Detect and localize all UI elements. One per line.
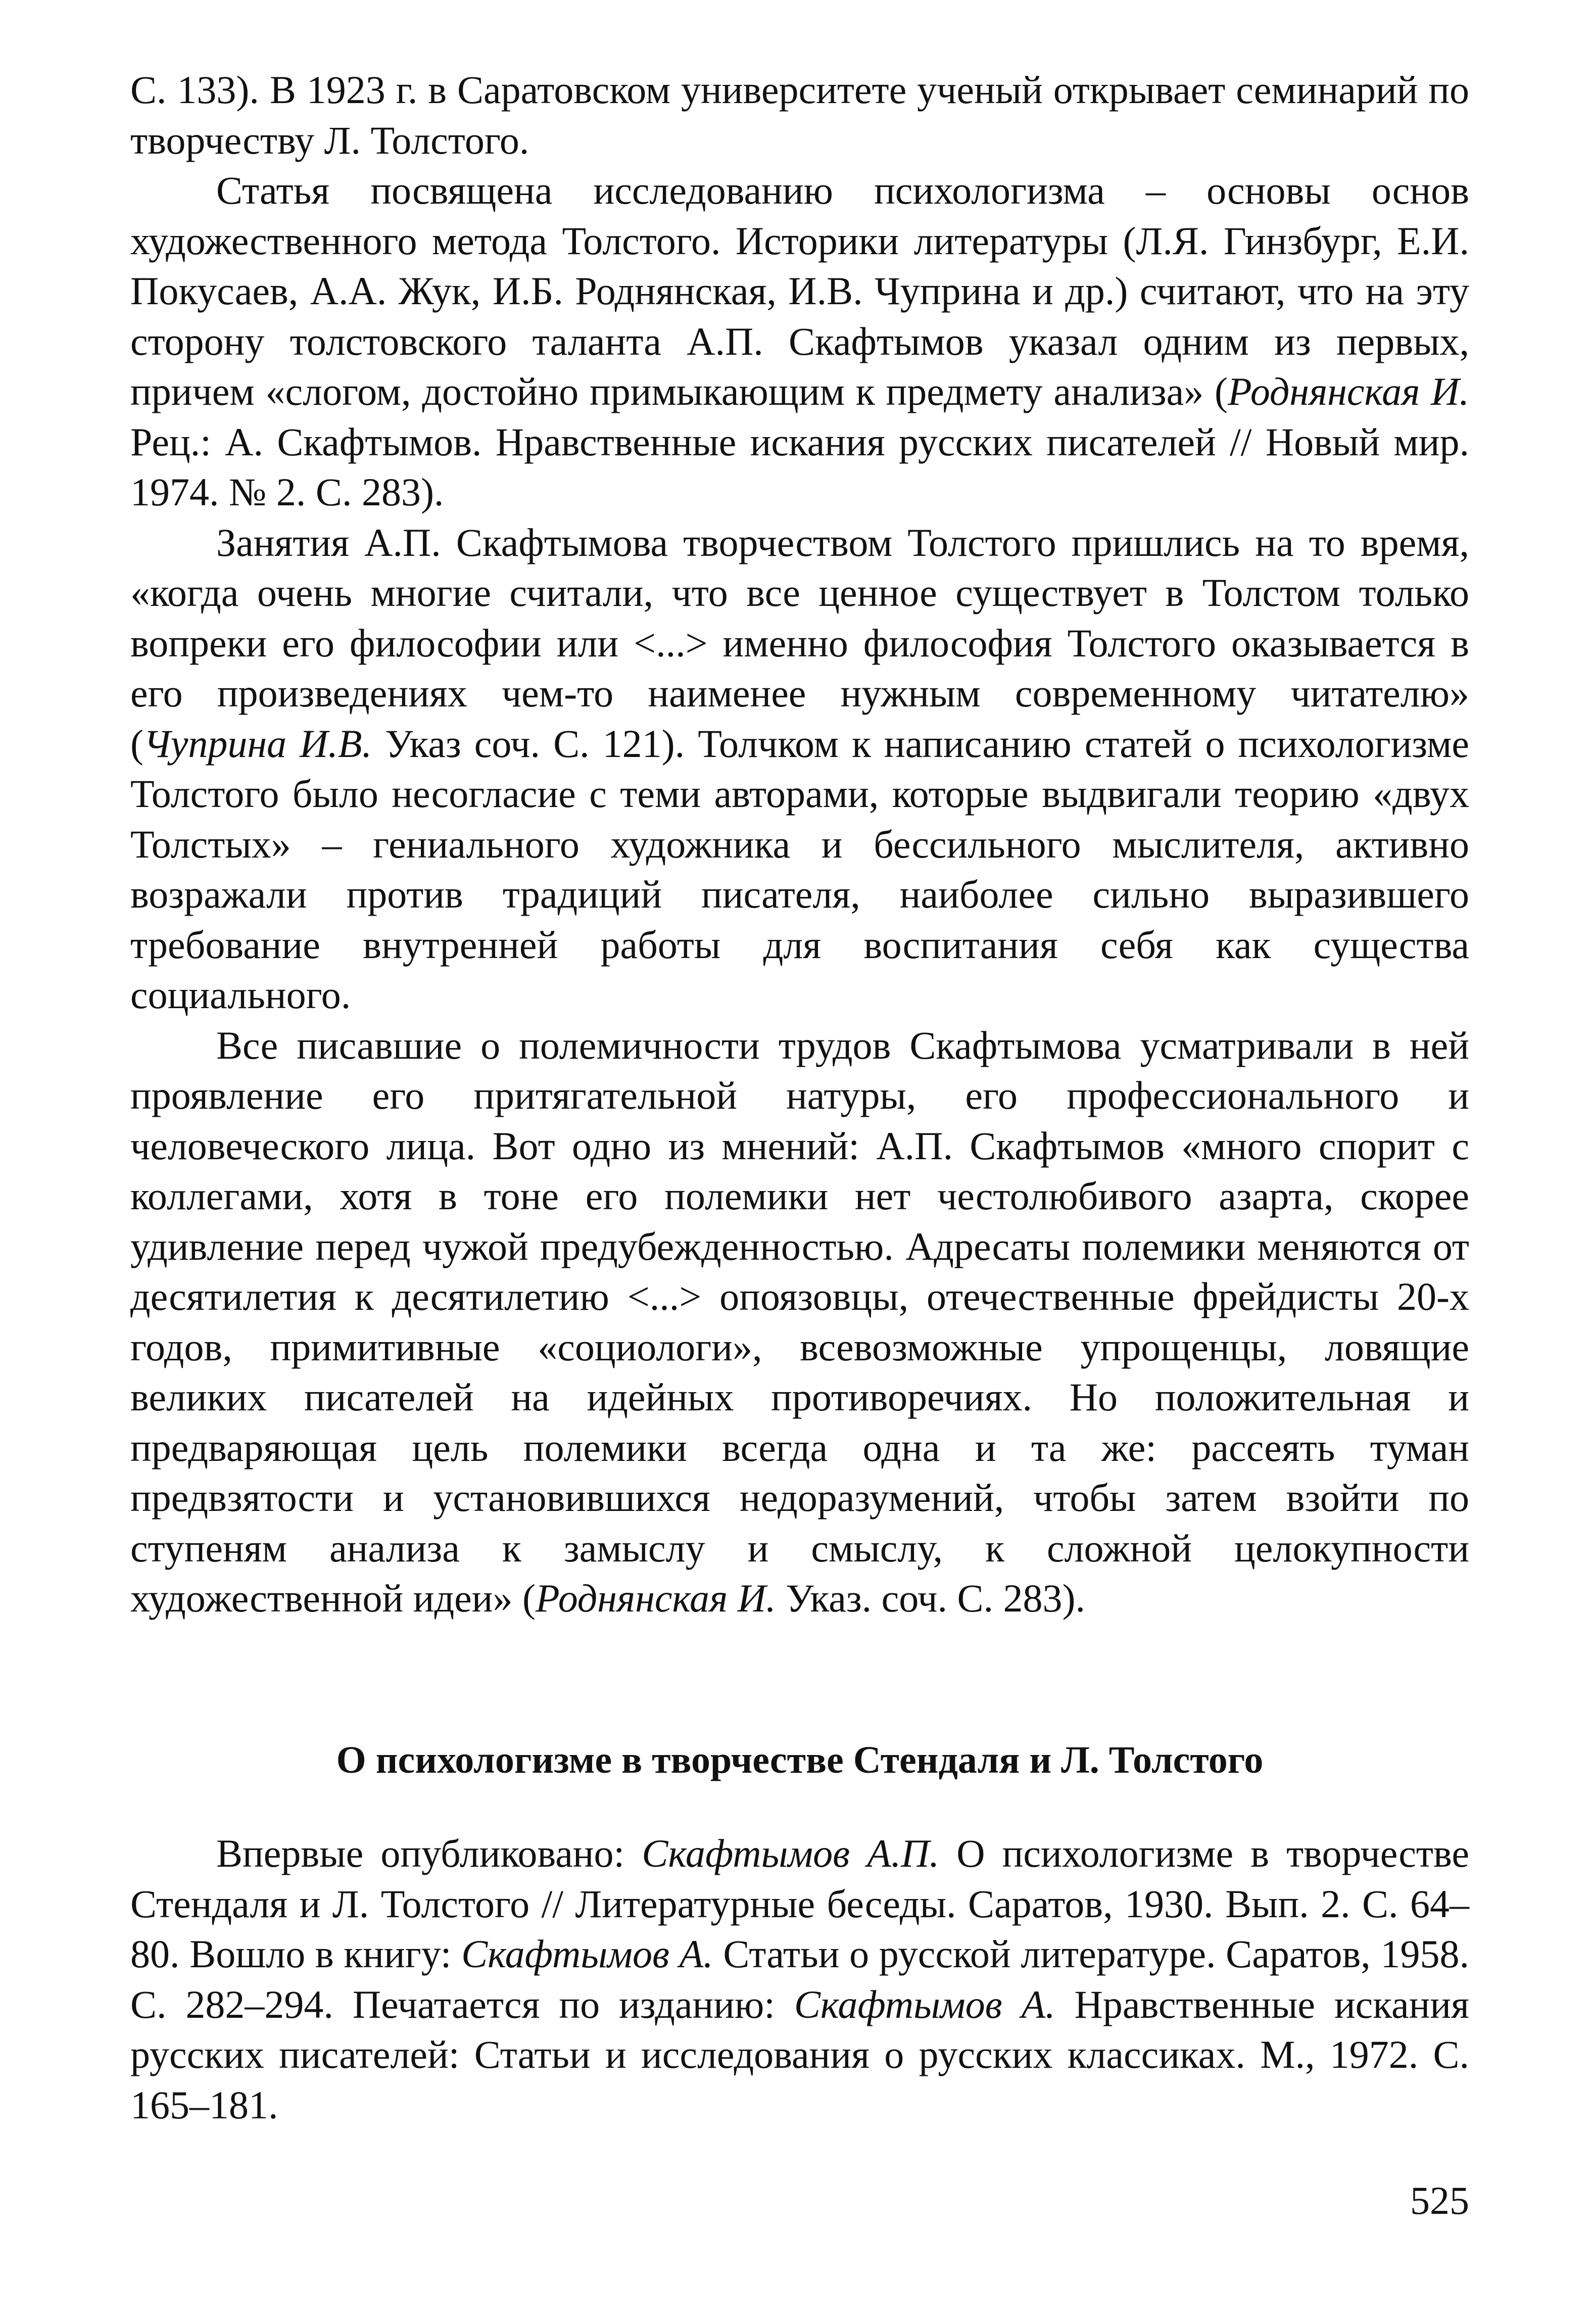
paragraph-3: Занятия А.П. Скафтымова творчеством Толстого пришлись на то время, «когда очень многие считали, что все ценное существует в Толстом только вопреки его философии или <...> именно философия Толстого оказывается в его произведениях чем-то наименее нужным современному читателю» (Чуприна И.В. Указ соч. С. 121). Толчком к написанию статей о психологизме Толстого было несогласие с теми авторами, которые выдвигали теорию «двух Толстых» – гениального художника и бессильного мыслителя, активно возражали против традиций писателя, наиболее сильно выразившего требование внутренней работы для воспитания себя как существа социального. <box>130 520 1469 1017</box>
citation-author: Чуприна И.В. <box>143 721 372 766</box>
citation-author: Скафтымов А. <box>461 1932 713 1976</box>
body-text <box>130 65 1469 1624</box>
paragraph-1: С. 133). В 1923 г. в Саратовском университете ученый открывает семинарий по творчеству Л. Толстого. <box>130 68 1469 162</box>
paragraph-2: Статья посвящена исследованию психологизма – основы основ художественного метода Толстого. Историки литературы (Л.Я. Гинзбург, Е.И. Покусаев, А.А. Жук, И.Б. Роднянская, И.В. Чуприна и др.) считают, что на эту сторону толстовского таланта А.П. Скафтымов указал одним из первых, причем «слогом, достойно примыкающим к предмету анализа» (Роднянская И. Рец.: А. Скафтымов. Нравственные искания русских писателей // Новый мир. 1974. № 2. С. 283). <box>130 168 1470 514</box>
citation-author: Роднянская И. <box>1228 369 1470 413</box>
citation-author: Роднянская И. <box>535 1576 776 1620</box>
section-heading: О психологизме в творчестве Стендаля и Л. Толстого <box>336 1739 1264 1781</box>
section-text <box>130 1828 1469 2130</box>
citation-author: Скафтымов А.П. <box>642 1831 940 1875</box>
paragraph-4: Все писавшие о полемичности трудов Скафтымова усматривали в ней проявление его притягательной натуры, его профессионального и человеческого лица. Вот одно из мнений: А.П. Скафтымов «много спорит с коллегами, хотя в тоне его полемики нет честолюбивого азарта, скорее удивление перед чужой предубежденностью. Адресаты полемики меняются от десятилетия к десятилетию <...> опоязовцы, отечественные фрейдисты 20-х годов, примитивные «социологи», всевозможные упрощенцы, ловящие великих писателей на идейных противоречиях. Но положительная и предваряющая цель полемики всегда одна и та же: рассеять туман предвзятости и установившихся недоразумений, чтобы затем взойти по ступеням анализа к замыслу и смыслу, к сложной целокупности художественной идеи» (Роднянская И. Указ. соч. С. 283). <box>130 1023 1469 1620</box>
page-number: 525 <box>1410 2178 1469 2222</box>
publication-note: Впервые опубликовано: Скафтымов А.П. О психологизме в творчестве Стендаля и Л. Толстого // Литературные беседы. Саратов, 1930. Вып. 2. С. 64–80. Вошло в книгу: Скафтымов А. Статьи о русской литературе. Саратов, 1958. С. 282–294. Печатается по изданию: Скафтымов А. Нравственные искания русских писателей: Статьи и исследования о русских классиках. М., 1972. С. 165–181. <box>130 1831 1470 2127</box>
citation-author: Скафтымов А. <box>794 1982 1055 2026</box>
